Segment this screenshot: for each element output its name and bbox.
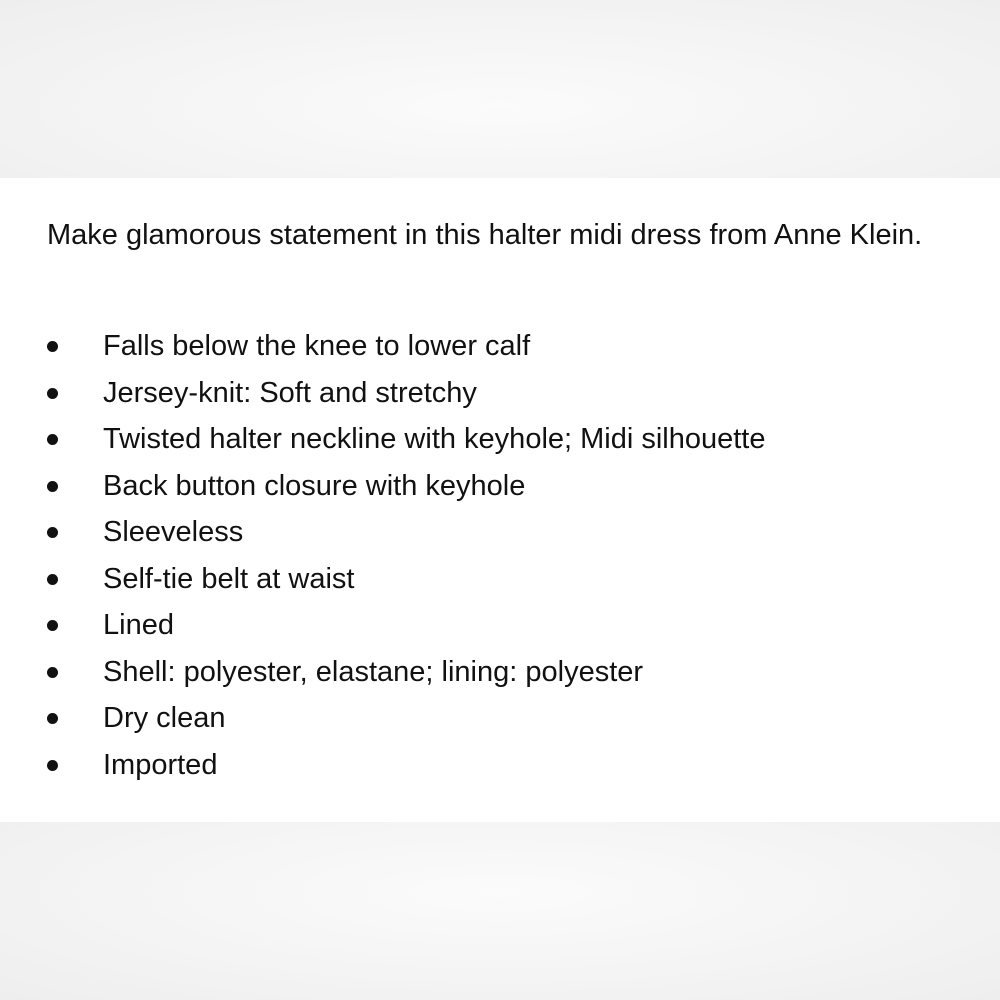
feature-text: Imported: [103, 748, 218, 781]
feature-item: [0, 602, 1000, 649]
feature-item: [0, 556, 1000, 603]
feature-list: [0, 323, 1000, 788]
feature-text: Self-tie belt at waist: [103, 562, 355, 595]
bullet-icon: [47, 713, 58, 724]
feature-item: [0, 323, 1000, 370]
feature-item: [0, 742, 1000, 789]
feature-text: Dry clean: [103, 702, 226, 734]
feature-item: [0, 509, 1000, 556]
bullet-icon: [47, 481, 58, 492]
feature-text: Back button closure with keyhole: [103, 469, 526, 502]
bullet-icon: [47, 388, 58, 399]
bullet-icon: [47, 434, 58, 445]
feature-item: [0, 416, 1000, 463]
feature-text: Lined: [103, 609, 174, 641]
product-intro: Make glamorous statement in this halter midi dress from Anne Klein.: [47, 219, 923, 251]
bullet-icon: [47, 341, 58, 352]
feature-text: Falls below the knee to lower calf: [103, 330, 531, 362]
feature-item: [0, 370, 1000, 417]
bullet-icon: [47, 667, 58, 678]
feature-text: Jersey-knit: Soft and stretchy: [103, 376, 477, 409]
bullet-icon: [47, 574, 58, 585]
feature-text: Twisted halter neckline with keyhole; Midi silhouette: [103, 423, 766, 455]
bottom-backdrop: [0, 822, 1000, 1000]
bullet-icon: [47, 527, 58, 538]
top-backdrop: [0, 0, 1000, 178]
feature-text: Shell: polyester, elastane; lining: polyester: [103, 655, 644, 688]
feature-item: [0, 463, 1000, 510]
feature-text: Sleeveless: [103, 516, 244, 548]
feature-item: [0, 649, 1000, 696]
bullet-icon: [47, 760, 58, 771]
feature-item: [0, 695, 1000, 742]
bullet-icon: [47, 620, 58, 631]
